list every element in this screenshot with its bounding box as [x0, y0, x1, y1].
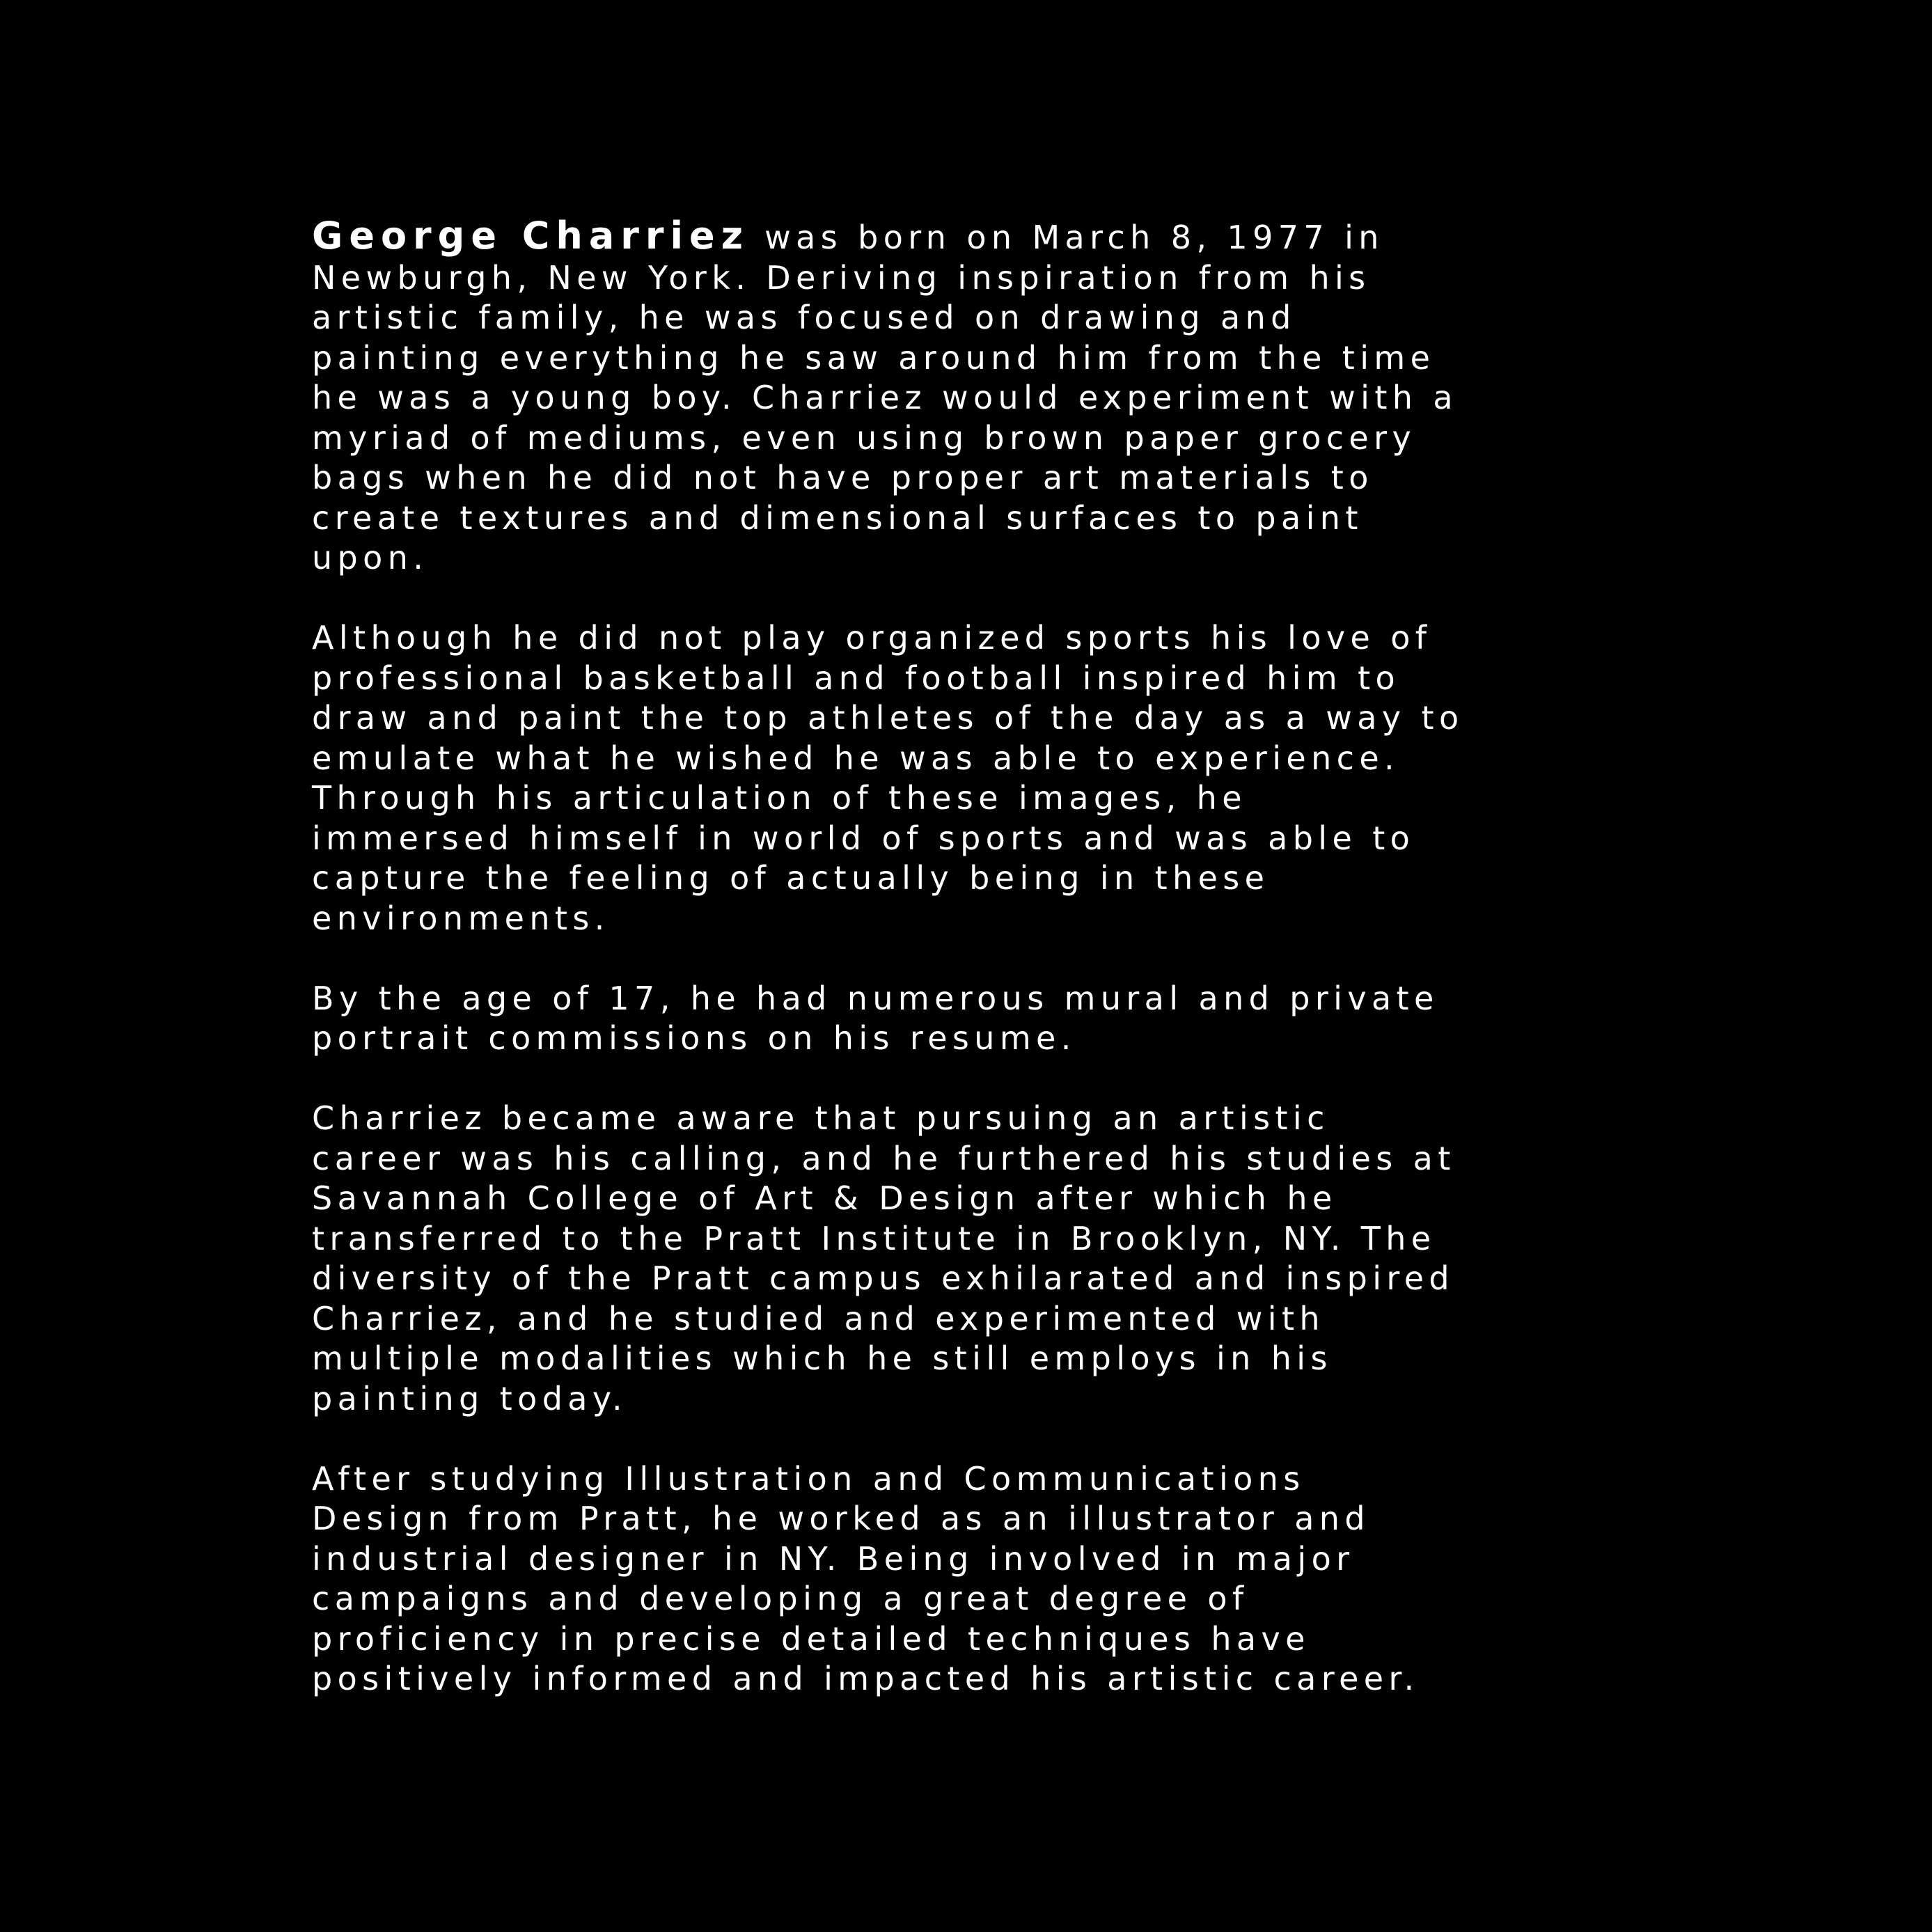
bio-paragraph-5 — [312, 1459, 1649, 1699]
bio-line: proficiency in precise detailed techniques have — [312, 1619, 1310, 1658]
bio-line: upon. — [312, 539, 429, 576]
bio-line: Newburgh, New York. Deriving inspiration from his — [312, 258, 1371, 297]
bio-line: Design from Pratt, he worked as an illustrator and — [312, 1500, 1370, 1537]
bio-paragraph-1 — [312, 216, 1649, 579]
bio-line: painting today. — [312, 1379, 627, 1417]
bio-line: Charriez, and he studied and experimented with — [312, 1299, 1325, 1337]
bio-line: By the age of 17, he had numerous mural and private — [312, 979, 1439, 1017]
bio-line: career was his calling, and he furthered his studies at — [312, 1139, 1456, 1177]
bio-line: industrial designer in NY. Being involved in major — [312, 1539, 1355, 1578]
artist-name: George Charriez — [312, 214, 750, 258]
bio-line: Charriez became aware that pursuing an artistic — [312, 1099, 1330, 1137]
bio-line: Savannah College of Art & Design after which he — [312, 1179, 1337, 1217]
bio-line: Through his articulation of these images, he — [312, 779, 1247, 817]
bio-line: After studying Illustration and Communications — [312, 1459, 1305, 1498]
bio-paragraph-4 — [312, 1099, 1649, 1419]
bio-line: multiple modalities which he still employs in his — [312, 1340, 1333, 1377]
biography-text — [312, 216, 1649, 1699]
bio-line-text: was born on March 8, 1977 in — [749, 219, 1384, 256]
bio-line: he was a young boy. Charriez would experiment with a — [312, 379, 1458, 416]
bio-line: draw and paint the top athletes of the day as a way to — [312, 699, 1464, 737]
bio-line: professional basketball and football inspired him to — [312, 659, 1401, 697]
bio-line: painting everything he saw around him from the time — [312, 338, 1436, 377]
bio-line: diversity of the Pratt campus exhilarated and inspired — [312, 1259, 1454, 1297]
bio-line: Although he did not play organized sports his love of — [312, 619, 1432, 657]
bio-paragraph-3 — [312, 979, 1649, 1059]
bio-line: capture the feeling of actually being in these — [312, 859, 1270, 897]
bio-line: emulate what he wished he was able to experience. — [312, 739, 1400, 777]
bio-line: bags when he did not have proper art materials to — [312, 459, 1374, 496]
bio-line: transferred to the Pratt Institute in Brooklyn, NY. The — [312, 1219, 1436, 1257]
bio-line: artistic family, he was focused on drawing and — [312, 299, 1296, 336]
bio-paragraph-2 — [312, 618, 1649, 938]
bio-line: portrait commissions on his resume. — [312, 1019, 1076, 1057]
bio-line: immersed himself in world of sports and was able to — [312, 819, 1415, 857]
bio-line: create textures and dimensional surfaces to paint — [312, 498, 1363, 537]
bio-line: environments. — [312, 899, 610, 937]
bio-line: positively informed and impacted his artistic career. — [312, 1660, 1420, 1697]
bio-line: campaigns and developing a great degree of — [312, 1580, 1249, 1617]
bio-line: myriad of mediums, even using brown paper grocery — [312, 418, 1417, 457]
bio-line — [312, 216, 1649, 258]
